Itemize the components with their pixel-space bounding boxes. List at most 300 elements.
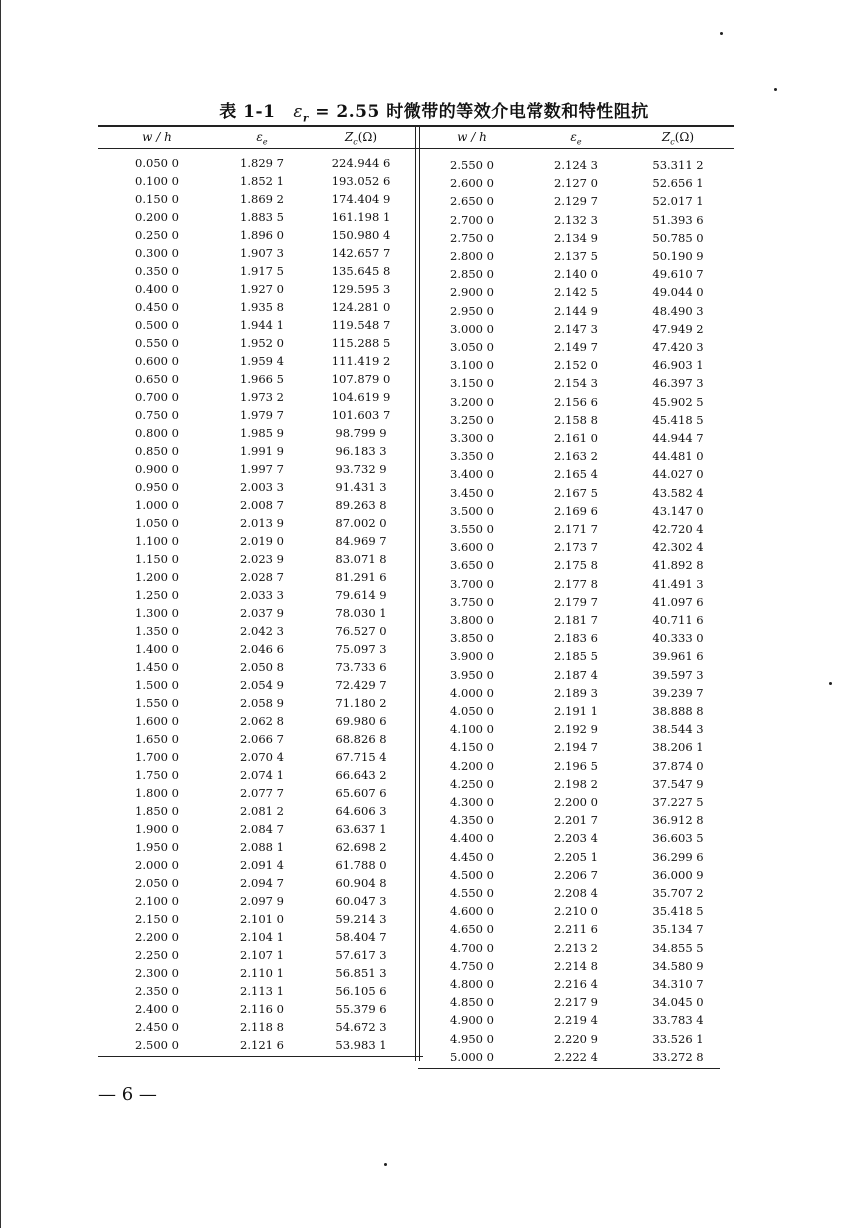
cell-w-h: 2.100 0 (135, 894, 179, 908)
cell-w-h: 0.300 0 (135, 246, 179, 260)
cell-w-h: 4.850 0 (450, 995, 494, 1010)
cell-w-h: 0.950 0 (135, 480, 179, 494)
cell-eps-e: 1.959 4 (240, 354, 284, 368)
cell-w-h: 1.350 0 (135, 624, 179, 638)
cell-w-h: 3.750 0 (450, 594, 494, 609)
cell-w-h: 1.050 0 (135, 516, 179, 530)
cell-w-h: 2.250 0 (135, 948, 179, 962)
cell-eps-e: 2.201 7 (554, 813, 598, 828)
cell-zc: 39.961 6 (652, 649, 704, 664)
table-row-right (0, 666, 868, 684)
cell-zc: 59.214 3 (335, 912, 387, 926)
scan-speck (384, 1163, 387, 1166)
cell-eps-e: 2.203 4 (554, 831, 598, 846)
cell-eps-e: 2.094 7 (240, 876, 284, 890)
cell-eps-e: 2.142 5 (554, 285, 598, 300)
cell-zc: 150.980 4 (331, 228, 391, 242)
cell-zc: 40.711 6 (652, 613, 704, 627)
cell-zc: 55.379 6 (335, 1002, 387, 1016)
cell-w-h: 0.750 0 (135, 408, 179, 422)
cell-eps-e: 2.208 4 (554, 886, 598, 900)
header-subscript: c (353, 137, 358, 147)
cell-zc: 54.672 3 (335, 1020, 387, 1034)
cell-zc: 47.949 2 (652, 321, 704, 336)
cell-w-h: 4.550 0 (450, 886, 494, 900)
cell-w-h: 4.450 0 (450, 849, 494, 864)
header-subscript: c (670, 137, 675, 147)
cell-eps-e: 2.046 6 (240, 642, 284, 656)
cell-eps-e: 1.852 1 (240, 174, 284, 188)
cell-zc: 119.548 7 (331, 318, 391, 332)
cell-eps-e: 2.129 7 (554, 194, 598, 209)
cell-w-h: 1.450 0 (135, 660, 179, 674)
cell-eps-e: 2.028 7 (240, 570, 284, 584)
cell-w-h: 3.450 0 (450, 485, 494, 500)
cell-zc: 67.715 4 (335, 750, 387, 764)
cell-w-h: 3.700 0 (450, 576, 494, 591)
cell-eps-e: 2.187 4 (554, 667, 598, 682)
cell-w-h: 2.850 0 (450, 267, 494, 282)
cell-zc: 60.904 8 (335, 876, 387, 890)
cell-eps-e: 2.183 6 (554, 631, 598, 646)
cell-zc: 83.071 8 (335, 552, 387, 566)
header-symbol: Z (661, 130, 671, 144)
cell-eps-e: 2.222 4 (554, 1049, 598, 1064)
cell-zc: 49.610 7 (652, 267, 704, 282)
cell-zc: 84.969 7 (335, 534, 387, 548)
cell-zc: 64.606 3 (335, 804, 387, 818)
cell-w-h: 2.800 0 (450, 249, 494, 263)
cell-w-h: 3.550 0 (450, 522, 494, 536)
cell-w-h: 3.100 0 (450, 358, 494, 373)
cell-eps-e: 2.196 5 (554, 758, 598, 773)
table-row-right (0, 429, 868, 447)
cell-eps-e: 2.101 0 (240, 912, 284, 926)
table-row-right (0, 411, 868, 429)
cell-w-h: 0.150 0 (135, 192, 179, 206)
header-zc-right (623, 130, 733, 146)
cell-zc: 72.429 7 (335, 678, 387, 692)
table-row-right (0, 811, 868, 829)
cell-w-h: 3.200 0 (450, 394, 494, 409)
cell-w-h: 1.500 0 (135, 678, 179, 692)
header-subscript: e (262, 137, 268, 147)
scan-speck (829, 682, 832, 685)
cell-w-h: 4.500 0 (450, 867, 494, 882)
cell-eps-e: 1.935 8 (240, 300, 284, 314)
cell-w-h: 3.500 0 (450, 503, 494, 518)
cell-zc: 78.030 1 (335, 606, 387, 620)
title-text: = 2.55 时微带的等效介电常数和特性阻抗 (315, 102, 649, 122)
table-row-right (0, 356, 868, 374)
cell-w-h: 0.700 0 (135, 390, 179, 404)
top-rule (98, 125, 734, 127)
cell-w-h: 3.250 0 (450, 412, 494, 427)
cell-zc: 36.299 6 (652, 849, 704, 864)
cell-eps-e: 2.019 0 (240, 534, 284, 548)
cell-zc: 42.720 4 (652, 522, 704, 536)
cell-zc: 129.595 3 (331, 282, 391, 296)
cell-zc: 66.643 2 (335, 768, 387, 782)
table-row-right (0, 775, 868, 793)
cell-eps-e: 2.081 2 (240, 804, 284, 818)
table-row-right (0, 192, 868, 210)
cell-zc: 47.420 3 (652, 340, 704, 354)
cell-eps-e: 2.137 5 (554, 249, 598, 263)
cell-eps-e: 2.104 1 (240, 930, 284, 944)
table-row-right (0, 247, 868, 265)
cell-w-h: 1.900 0 (135, 822, 179, 836)
cell-w-h: 2.750 0 (450, 230, 494, 245)
cell-eps-e: 2.062 8 (240, 714, 284, 728)
cell-w-h: 1.100 0 (135, 534, 179, 548)
table-row-right (0, 957, 868, 975)
cell-w-h: 1.400 0 (135, 642, 179, 656)
cell-w-h: 2.450 0 (135, 1020, 179, 1034)
cell-w-h: 1.600 0 (135, 714, 179, 728)
cell-w-h: 1.000 0 (135, 498, 179, 512)
cell-eps-e: 2.173 7 (554, 540, 598, 555)
table-row-right (0, 684, 868, 702)
cell-zc: 91.431 3 (335, 480, 387, 494)
cell-eps-e: 2.070 4 (240, 750, 284, 764)
cell-zc: 41.097 6 (652, 594, 704, 609)
cell-zc: 40.333 0 (652, 631, 704, 646)
cell-zc: 41.892 8 (652, 558, 704, 573)
cell-zc: 37.227 5 (652, 795, 704, 809)
cell-zc: 52.017 1 (652, 194, 704, 209)
cell-zc: 44.027 0 (652, 467, 704, 482)
cell-w-h: 1.550 0 (135, 696, 179, 710)
cell-eps-e: 2.132 3 (554, 212, 598, 227)
table-row-right (0, 1048, 868, 1066)
table-row-right (0, 556, 868, 574)
cell-eps-e: 2.134 9 (554, 230, 598, 245)
bottom-rule-right (418, 1068, 720, 1069)
cell-w-h: 3.350 0 (450, 449, 494, 464)
cell-eps-e: 2.177 8 (554, 576, 598, 591)
cell-eps-e: 2.149 7 (554, 340, 598, 354)
cell-w-h: 0.650 0 (135, 372, 179, 386)
cell-zc: 56.105 6 (335, 984, 387, 998)
cell-eps-e: 2.074 1 (240, 768, 284, 782)
header-symbol: ε (256, 130, 263, 144)
cell-eps-e: 1.985 9 (240, 426, 284, 440)
cell-w-h: 1.950 0 (135, 840, 179, 854)
table-row-right (0, 502, 868, 520)
table-row-right (0, 156, 868, 174)
cell-zc: 35.707 2 (652, 886, 704, 900)
table-row-right (0, 229, 868, 247)
cell-w-h: 0.500 0 (135, 318, 179, 332)
cell-w-h: 0.800 0 (135, 426, 179, 440)
cell-eps-e: 2.161 0 (554, 431, 598, 445)
cell-eps-e: 2.205 1 (554, 849, 598, 864)
cell-zc: 34.580 9 (652, 958, 704, 973)
cell-zc: 93.732 9 (335, 462, 387, 476)
table-row-right (0, 920, 868, 938)
cell-zc: 33.272 8 (652, 1049, 704, 1064)
cell-eps-e: 2.118 8 (240, 1020, 284, 1034)
cell-eps-e: 2.192 9 (554, 722, 598, 737)
cell-w-h: 0.050 0 (135, 156, 179, 170)
cell-w-h: 4.300 0 (450, 795, 494, 809)
cell-eps-e: 2.213 2 (554, 940, 598, 955)
cell-w-h: 1.750 0 (135, 768, 179, 782)
cell-eps-e: 2.077 7 (240, 786, 284, 800)
cell-zc: 115.288 5 (331, 336, 391, 350)
cell-eps-e: 1.917 5 (240, 264, 284, 278)
table-row-right (0, 793, 868, 811)
table-row-right (0, 702, 868, 720)
cell-eps-e: 2.144 9 (554, 303, 598, 318)
cell-eps-e: 1.997 7 (240, 462, 284, 476)
cell-w-h: 0.250 0 (135, 228, 179, 242)
cell-w-h: 3.300 0 (450, 431, 494, 445)
header-w-h-right (417, 130, 527, 144)
cell-zc: 104.619 9 (331, 390, 391, 404)
cell-zc: 142.657 7 (331, 246, 391, 260)
cell-eps-e: 2.169 6 (554, 503, 598, 518)
cell-eps-e: 2.206 7 (554, 867, 598, 882)
cell-zc: 44.944 7 (652, 431, 704, 445)
cell-eps-e: 2.165 4 (554, 467, 598, 482)
table-row-right (0, 575, 868, 593)
cell-w-h: 2.600 0 (450, 176, 494, 191)
cell-zc: 107.879 0 (331, 372, 391, 386)
cell-zc: 135.645 8 (331, 264, 391, 278)
cell-w-h: 2.550 0 (450, 158, 494, 172)
cell-zc: 49.044 0 (652, 285, 704, 300)
cell-w-h: 4.750 0 (450, 958, 494, 973)
cell-eps-e: 1.883 5 (240, 210, 284, 224)
cell-eps-e: 2.214 8 (554, 958, 598, 973)
cell-zc: 41.491 3 (652, 576, 704, 591)
cell-w-h: 0.350 0 (135, 264, 179, 278)
cell-eps-e: 1.991 9 (240, 444, 284, 458)
cell-zc: 224.944 6 (331, 156, 391, 170)
header-unit: (Ω) (674, 130, 695, 144)
cell-w-h: 2.350 0 (135, 984, 179, 998)
cell-eps-e: 2.054 9 (240, 678, 284, 692)
cell-eps-e: 2.219 4 (554, 1013, 598, 1028)
table-row-right (0, 393, 868, 411)
cell-w-h: 3.950 0 (450, 667, 494, 682)
cell-eps-e: 1.973 2 (240, 390, 284, 404)
table-row-right (0, 720, 868, 738)
cell-zc: 161.198 1 (331, 210, 391, 224)
cell-eps-e: 2.220 9 (554, 1031, 598, 1046)
cell-w-h: 3.050 0 (450, 340, 494, 354)
table-row-right (0, 738, 868, 756)
cell-zc: 76.527 0 (335, 624, 387, 638)
table-row-right (0, 593, 868, 611)
cell-eps-e: 2.066 7 (240, 732, 284, 746)
cell-w-h: 0.600 0 (135, 354, 179, 368)
cell-zc: 38.206 1 (652, 740, 704, 755)
cell-eps-e: 1.944 1 (240, 318, 284, 332)
cell-w-h: 3.000 0 (450, 321, 494, 336)
cell-eps-e: 2.097 9 (240, 894, 284, 908)
cell-zc: 36.603 5 (652, 831, 704, 846)
cell-eps-e: 2.191 1 (554, 704, 598, 718)
cell-eps-e: 2.211 6 (554, 922, 598, 937)
cell-w-h: 1.150 0 (135, 552, 179, 566)
cell-eps-e: 2.181 7 (554, 613, 598, 627)
cell-eps-e: 1.966 5 (240, 372, 284, 386)
table-row-right (0, 829, 868, 847)
cell-w-h: 0.900 0 (135, 462, 179, 476)
table-number: 表 1-1 (219, 102, 276, 122)
cell-eps-e: 2.084 7 (240, 822, 284, 836)
cell-eps-e: 1.952 0 (240, 336, 284, 350)
table-row-right (0, 283, 868, 301)
table-row-right (0, 975, 868, 993)
cell-zc: 193.052 6 (331, 174, 391, 188)
cell-w-h: 4.400 0 (450, 831, 494, 846)
cell-eps-e: 1.907 3 (240, 246, 284, 260)
cell-w-h: 4.250 0 (450, 776, 494, 791)
cell-zc: 33.526 1 (652, 1031, 704, 1046)
cell-w-h: 4.700 0 (450, 940, 494, 955)
cell-zc: 111.419 2 (331, 354, 391, 368)
cell-eps-e: 2.167 5 (554, 485, 598, 500)
cell-eps-e: 2.110 1 (240, 966, 284, 980)
page-number: — 6 — (98, 1084, 157, 1105)
cell-w-h: 4.000 0 (450, 685, 494, 700)
cell-eps-e: 2.113 1 (240, 984, 284, 998)
cell-eps-e: 2.116 0 (240, 1002, 284, 1016)
cell-eps-e: 2.127 0 (554, 176, 598, 191)
cell-w-h: 2.400 0 (135, 1002, 179, 1016)
cell-w-h: 2.650 0 (450, 194, 494, 209)
cell-zc: 36.000 9 (652, 867, 704, 882)
header-symbol: ε (570, 130, 577, 144)
cell-w-h: 0.400 0 (135, 282, 179, 296)
cell-eps-e: 2.171 7 (554, 522, 598, 536)
cell-zc: 50.190 9 (652, 249, 704, 263)
table-row-right (0, 611, 868, 629)
cell-w-h: 2.300 0 (135, 966, 179, 980)
cell-zc: 35.134 7 (652, 922, 704, 937)
cell-w-h: 4.900 0 (450, 1013, 494, 1028)
cell-eps-e: 1.896 0 (240, 228, 284, 242)
table-row-right (0, 848, 868, 866)
cell-zc: 39.597 3 (652, 667, 704, 682)
cell-w-h: 4.200 0 (450, 758, 494, 773)
cell-eps-e: 2.185 5 (554, 649, 598, 664)
cell-zc: 37.874 0 (652, 758, 704, 773)
cell-w-h: 2.150 0 (135, 912, 179, 926)
cell-zc: 89.263 8 (335, 498, 387, 512)
cell-w-h: 4.350 0 (450, 813, 494, 828)
cell-zc: 34.310 7 (652, 977, 704, 991)
cell-zc: 38.888 8 (652, 704, 704, 718)
table-row-right (0, 647, 868, 665)
table-row-right (0, 866, 868, 884)
cell-zc: 81.291 6 (335, 570, 387, 584)
cell-zc: 45.418 5 (652, 412, 704, 427)
cell-zc: 34.855 5 (652, 940, 704, 955)
cell-w-h: 2.050 0 (135, 876, 179, 890)
cell-zc: 79.614 9 (335, 588, 387, 602)
cell-eps-e: 2.147 3 (554, 321, 598, 336)
table-row-right (0, 338, 868, 356)
cell-w-h: 4.100 0 (450, 722, 494, 737)
table-row-right (0, 1030, 868, 1048)
cell-eps-e: 2.216 4 (554, 977, 598, 991)
cell-w-h: 4.800 0 (450, 977, 494, 991)
cell-w-h: 3.850 0 (450, 631, 494, 646)
cell-w-h: 1.800 0 (135, 786, 179, 800)
cell-zc: 46.397 3 (652, 376, 704, 391)
cell-zc: 39.239 7 (652, 685, 704, 700)
cell-w-h: 1.200 0 (135, 570, 179, 584)
cell-w-h: 1.850 0 (135, 804, 179, 818)
cell-w-h: 0.550 0 (135, 336, 179, 350)
cell-w-h: 4.600 0 (450, 904, 494, 919)
cell-eps-e: 1.829 7 (240, 156, 284, 170)
cell-zc: 37.547 9 (652, 776, 704, 791)
cell-eps-e: 2.217 9 (554, 995, 598, 1010)
cell-w-h: 1.700 0 (135, 750, 179, 764)
table-row-right (0, 265, 868, 283)
cell-zc: 60.047 3 (335, 894, 387, 908)
cell-zc: 53.311 2 (652, 158, 704, 172)
header-zc-left (306, 130, 416, 146)
cell-eps-e: 2.179 7 (554, 594, 598, 609)
cell-eps-e: 2.156 6 (554, 394, 598, 409)
cell-zc: 36.912 8 (652, 813, 704, 828)
cell-eps-e: 2.198 2 (554, 776, 598, 791)
cell-w-h: 1.250 0 (135, 588, 179, 602)
cell-zc: 51.393 6 (652, 212, 704, 227)
table-row-right (0, 629, 868, 647)
cell-eps-e: 2.088 1 (240, 840, 284, 854)
cell-zc: 43.147 0 (652, 503, 704, 518)
cell-zc: 174.404 9 (331, 192, 391, 206)
cell-eps-e: 1.979 7 (240, 408, 284, 422)
cell-eps-e: 2.124 3 (554, 158, 598, 172)
cell-w-h: 5.000 0 (450, 1049, 494, 1064)
cell-eps-e: 2.140 0 (554, 267, 598, 282)
epsilon-subscript: r (303, 113, 309, 125)
cell-zc: 98.799 9 (335, 426, 387, 440)
table-row-right (0, 520, 868, 538)
cell-zc: 43.582 4 (652, 485, 704, 500)
cell-zc: 45.902 5 (652, 394, 704, 409)
cell-eps-e: 2.158 8 (554, 412, 598, 427)
cell-eps-e: 2.107 1 (240, 948, 284, 962)
cell-eps-e: 2.163 2 (554, 449, 598, 464)
cell-eps-e: 1.869 2 (240, 192, 284, 206)
cell-eps-e: 2.194 7 (554, 740, 598, 755)
cell-zc: 61.788 0 (335, 858, 387, 872)
cell-w-h: 2.000 0 (135, 858, 179, 872)
cell-eps-e: 2.210 0 (554, 904, 598, 919)
scan-speck (720, 32, 723, 35)
table-title (0, 97, 868, 124)
cell-w-h: 2.200 0 (135, 930, 179, 944)
cell-w-h: 4.050 0 (450, 704, 494, 718)
cell-w-h: 0.200 0 (135, 210, 179, 224)
cell-eps-e: 2.023 9 (240, 552, 284, 566)
cell-zc: 33.783 4 (652, 1013, 704, 1028)
cell-w-h: 4.150 0 (450, 740, 494, 755)
cell-w-h: 3.800 0 (450, 613, 494, 627)
cell-zc: 57.617 3 (335, 948, 387, 962)
table-row-right (0, 484, 868, 502)
